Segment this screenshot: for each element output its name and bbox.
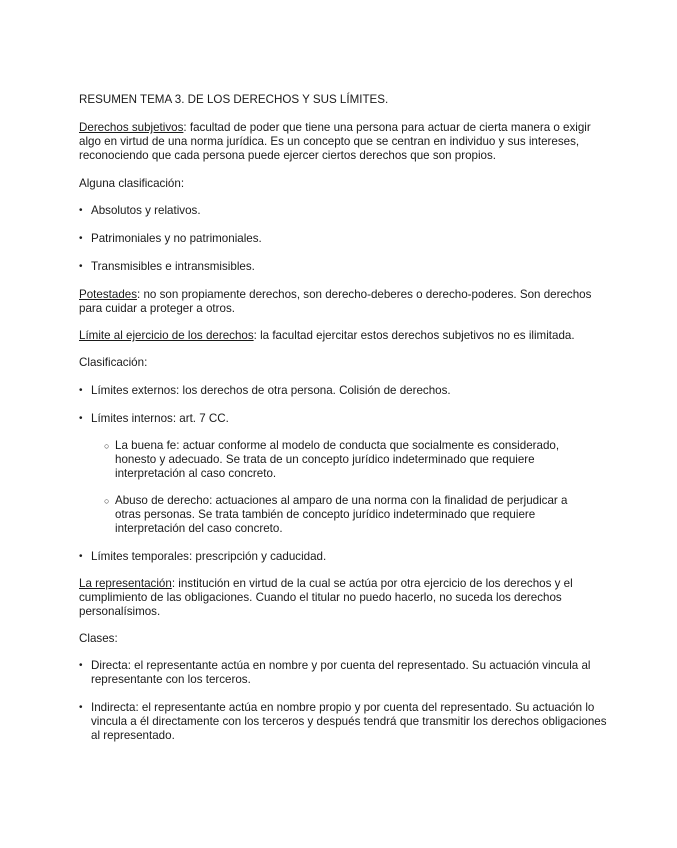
bullet-icon: • — [79, 551, 83, 562]
circle-bullet-icon: ○ — [104, 496, 110, 506]
list-item: • Patrimoniales y no patrimoniales. — [79, 232, 262, 245]
paragraph-representacion — [79, 577, 609, 619]
term-derechos-subjetivos: Derechos subjetivos — [79, 121, 184, 134]
paragraph-potestades — [79, 288, 609, 316]
definition-text: : no son propiamente derechos, son derecho-deberes o derecho-poderes. Son derechos para cuidar a proteger a otros. — [79, 288, 592, 315]
heading-alguna-clasificacion: Alguna clasificación: — [79, 177, 185, 190]
heading-clases: Clases: — [79, 632, 118, 645]
paragraph-limite-ejercicio — [79, 329, 609, 343]
page-title: RESUMEN TEMA 3. DE LOS DERECHOS Y SUS LÍMITES. — [79, 93, 389, 106]
bullet-icon: • — [79, 205, 83, 216]
definition-text: : facultad de poder que tiene una persona para actuar de cierta manera o exigir algo en virtud de una norma jurídica. Es un concepto que se centran en individuo y sus intereses, reconociendo que cada persona puede ejercer ciertos derechos que son propios. — [79, 121, 591, 162]
bullet-icon: • — [79, 233, 83, 244]
definition-text: : institución en virtud de la cual se actúa por otra ejercicio de los derechos y el cumplimiento de las obligaciones. Cuando el titular no puedo hacerlo, no suceda los derechos personalísimos. — [79, 577, 573, 618]
sub-list-item: ○ Abuso de derecho: actuaciones al amparo de una norma con la finalidad de perjudicar a otras personas. Se trata también de concepto jurídico indeterminado que requiere interpretación del caso concreto. — [104, 494, 568, 535]
list-item: • Absolutos y relativos. — [79, 204, 201, 217]
heading-clasificacion: Clasificación: — [79, 356, 148, 369]
list-item: • Límites temporales: prescripción y caducidad. — [79, 550, 327, 563]
list-item: • Indirecta: el representante actúa en nombre propio y por cuenta del representado. Su actuación lo vincula a él directamente con los terceros y después tendrá que transmitir los derechos obligaciones al representado. — [79, 701, 607, 742]
paragraph-derechos-subjetivos — [79, 121, 609, 163]
list-item: • Límites internos: art. 7 CC. — [79, 412, 229, 425]
list-item: • Transmisibles e intransmisibles. — [79, 260, 255, 273]
term-representacion: La representación — [79, 577, 172, 590]
bullet-icon: • — [79, 261, 83, 272]
circle-bullet-icon: ○ — [104, 441, 110, 451]
term-potestades: Potestades — [79, 288, 138, 301]
list-item: • Directa: el representante actúa en nombre y por cuenta del representado. Su actuación vincula al representante con los terceros. — [79, 659, 591, 686]
bullet-icon: • — [79, 660, 83, 671]
list-item: • Límites externos: los derechos de otra persona. Colisión de derechos. — [79, 384, 451, 397]
bullet-icon: • — [79, 413, 83, 424]
sub-list-item: ○ La buena fe: actuar conforme al modelo de conducta que socialmente es considerado, honesto y adecuado. Se trata de un concepto jurídico indeterminado que requiere interpretación al caso concreto. — [104, 439, 560, 480]
bullet-icon: • — [79, 702, 83, 713]
bullet-icon: • — [79, 385, 83, 396]
definition-text: : la facultad ejercitar estos derechos subjetivos no es ilimitada. — [253, 329, 575, 342]
term-limite-ejercicio: Límite al ejercicio de los derechos — [79, 329, 254, 342]
